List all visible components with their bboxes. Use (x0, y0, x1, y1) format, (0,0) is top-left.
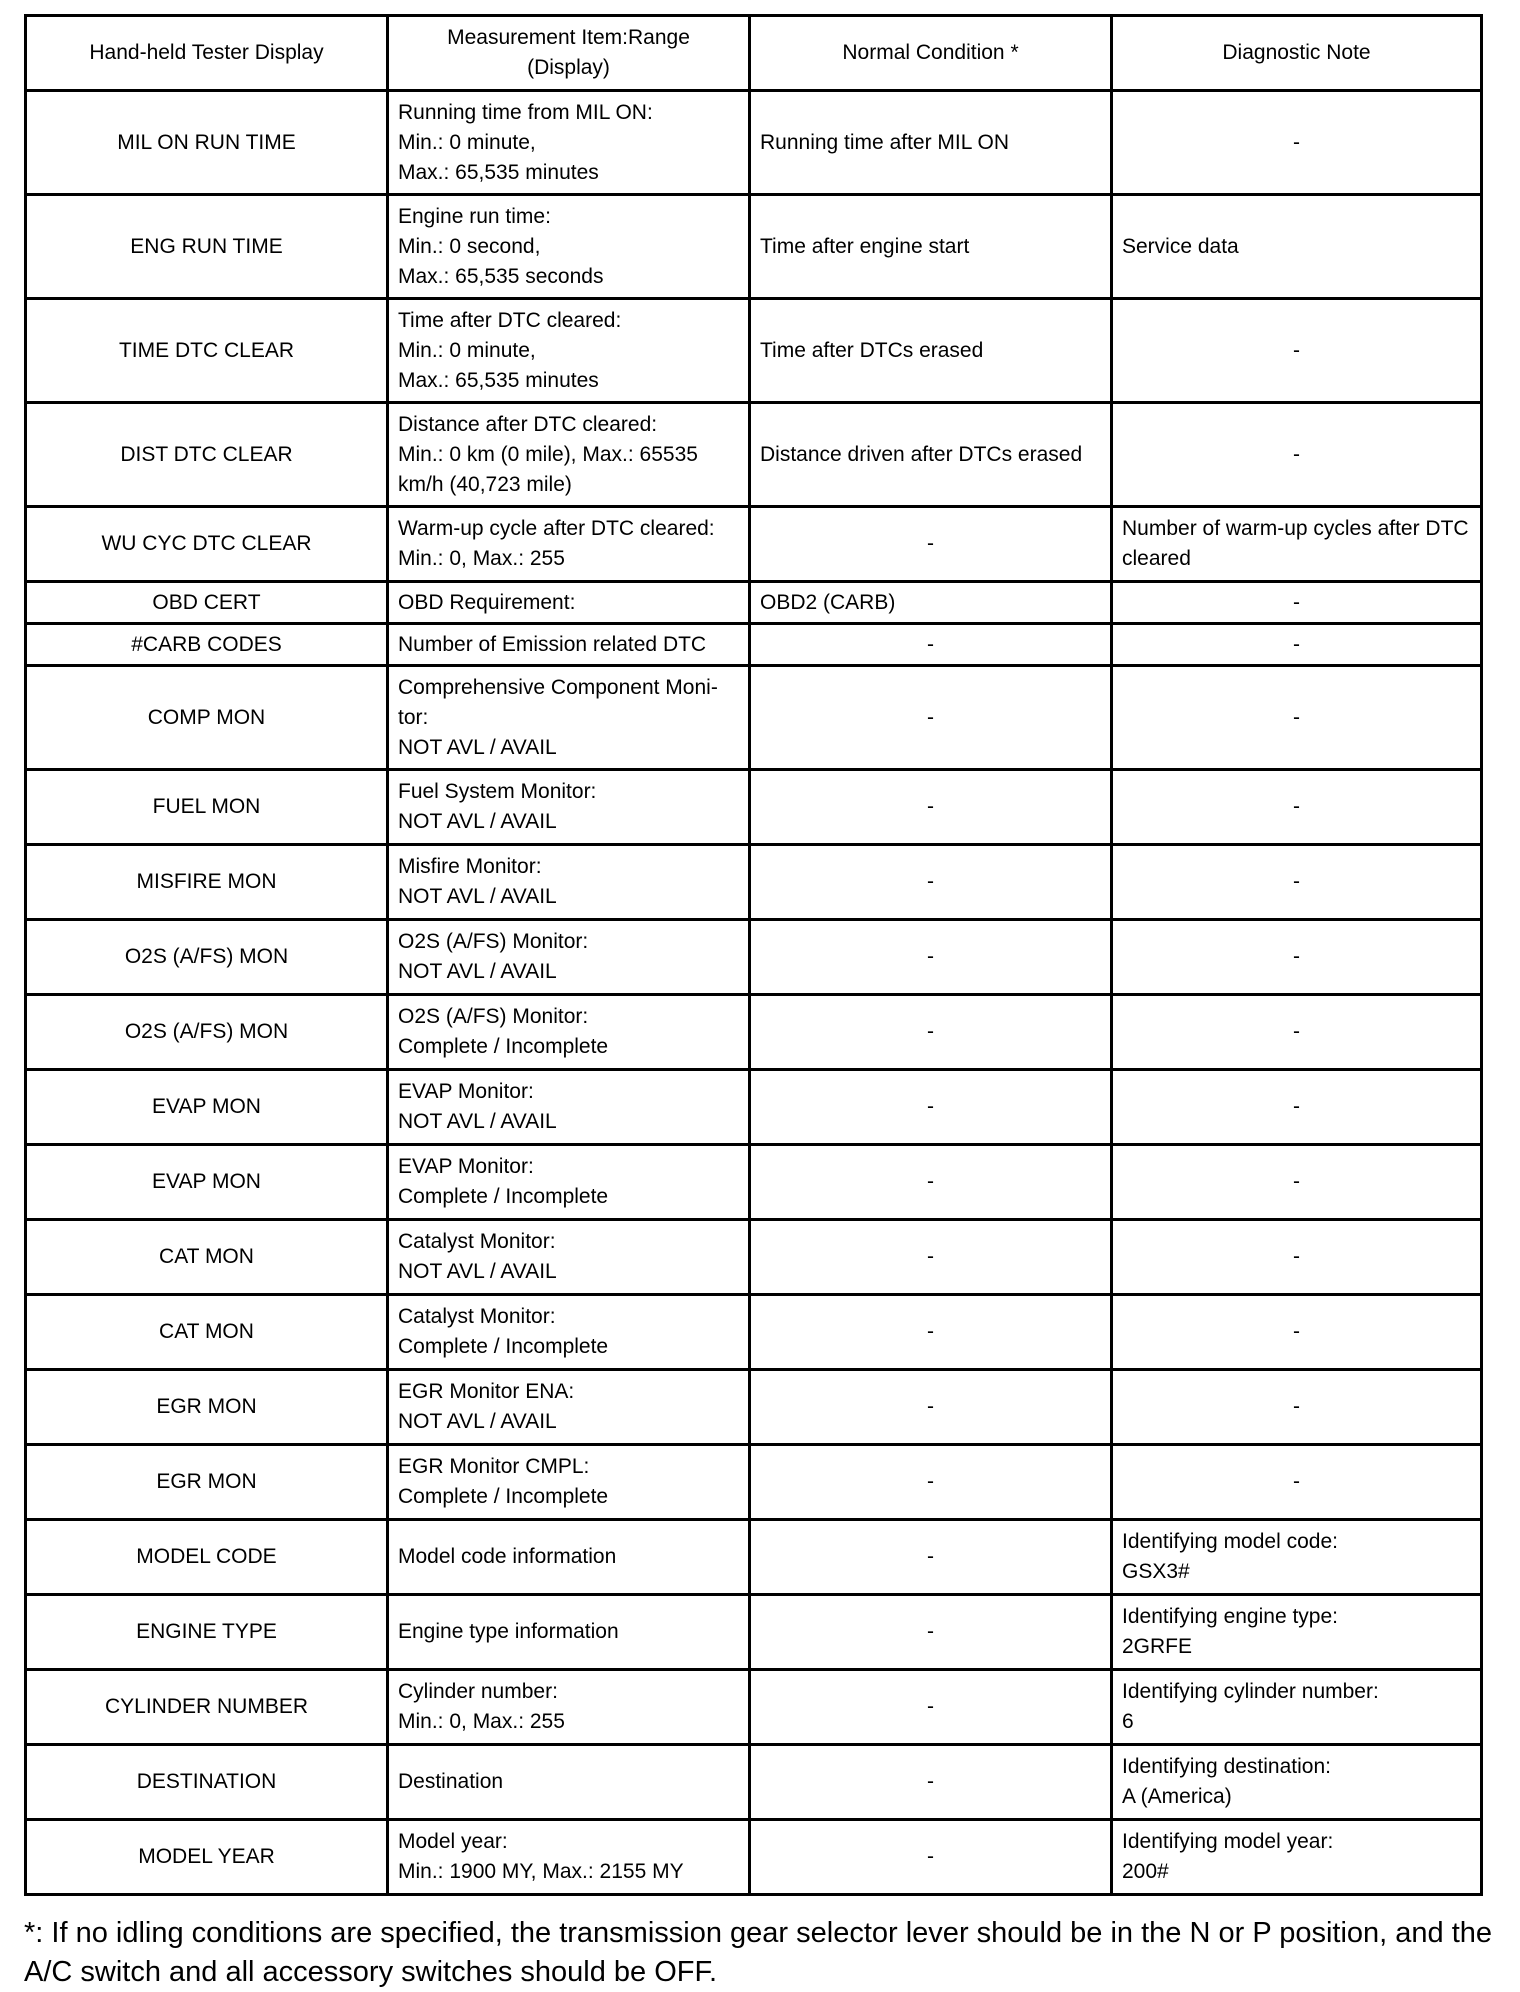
cell-measurement-item: O2S (A/FS) Monitor: Complete / Incomplete (388, 995, 750, 1070)
cell-diagnostic-note: - (1112, 770, 1482, 845)
cell-normal-condition: - (750, 507, 1112, 582)
cell-normal-condition: - (750, 1295, 1112, 1370)
cell-measurement-item: Comprehensive Component Moni- tor: NOT AVL / AVAIL (388, 666, 750, 770)
cell-measurement-item: EVAP Monitor: Complete / Incomplete (388, 1145, 750, 1220)
cell-diagnostic-note: Identifying engine type: 2GRFE (1112, 1595, 1482, 1670)
cell-diagnostic-note: - (1112, 91, 1482, 195)
cell-normal-condition: - (750, 1820, 1112, 1895)
cell-diagnostic-note: Identifying model year: 200# (1112, 1820, 1482, 1895)
cell-tester-display: MISFIRE MON (26, 845, 388, 920)
table-row (26, 920, 1482, 995)
cell-measurement-item: Warm-up cycle after DTC cleared: Min.: 0, Max.: 255 (388, 507, 750, 582)
cell-measurement-item: Fuel System Monitor: NOT AVL / AVAIL (388, 770, 750, 845)
cell-measurement-item: Destination (388, 1745, 750, 1820)
header-row (26, 16, 1482, 91)
table-row (26, 1445, 1482, 1520)
cell-measurement-item: Cylinder number: Min.: 0, Max.: 255 (388, 1670, 750, 1745)
cell-measurement-item: EVAP Monitor: NOT AVL / AVAIL (388, 1070, 750, 1145)
cell-measurement-item: Model code information (388, 1520, 750, 1595)
cell-diagnostic-note: - (1112, 1445, 1482, 1520)
cell-normal-condition: - (750, 995, 1112, 1070)
cell-normal-condition: - (750, 1745, 1112, 1820)
cell-tester-display: MIL ON RUN TIME (26, 91, 388, 195)
cell-tester-display: O2S (A/FS) MON (26, 995, 388, 1070)
cell-measurement-item: EGR Monitor CMPL: Complete / Incomplete (388, 1445, 750, 1520)
cell-normal-condition: - (750, 1220, 1112, 1295)
table-row (26, 1595, 1482, 1670)
cell-diagnostic-note: - (1112, 624, 1482, 666)
cell-measurement-item: Misfire Monitor: NOT AVL / AVAIL (388, 845, 750, 920)
cell-normal-condition: - (750, 1070, 1112, 1145)
table-row (26, 1745, 1482, 1820)
table-row (26, 995, 1482, 1070)
table-row (26, 1670, 1482, 1745)
cell-measurement-item: Engine run time: Min.: 0 second, Max.: 65,535 seconds (388, 195, 750, 299)
table-row (26, 582, 1482, 624)
table-body (26, 91, 1482, 1895)
cell-normal-condition: - (750, 1145, 1112, 1220)
header-measurement-item: Measurement Item:Range (Display) (388, 16, 750, 91)
header-tester-display: Hand-held Tester Display (26, 16, 388, 91)
cell-tester-display: MODEL CODE (26, 1520, 388, 1595)
cell-tester-display: CAT MON (26, 1295, 388, 1370)
cell-normal-condition: - (750, 770, 1112, 845)
cell-tester-display: DESTINATION (26, 1745, 388, 1820)
cell-diagnostic-note: - (1112, 1220, 1482, 1295)
table-header (26, 16, 1482, 91)
cell-measurement-item: Catalyst Monitor: NOT AVL / AVAIL (388, 1220, 750, 1295)
cell-normal-condition: - (750, 666, 1112, 770)
table-row (26, 1295, 1482, 1370)
cell-normal-condition: - (750, 1670, 1112, 1745)
table-row (26, 1145, 1482, 1220)
cell-measurement-item: Distance after DTC cleared: Min.: 0 km (0 mile), Max.: 65535 km/h (40,723 mile) (388, 403, 750, 507)
table-row (26, 1370, 1482, 1445)
header-normal-condition: Normal Condition * (750, 16, 1112, 91)
cell-tester-display: DIST DTC CLEAR (26, 403, 388, 507)
cell-diagnostic-note: - (1112, 845, 1482, 920)
table-row (26, 507, 1482, 582)
cell-normal-condition: Time after DTCs erased (750, 299, 1112, 403)
cell-tester-display: ENG RUN TIME (26, 195, 388, 299)
cell-tester-display: EGR MON (26, 1370, 388, 1445)
table-row (26, 195, 1482, 299)
cell-tester-display: EGR MON (26, 1445, 388, 1520)
cell-normal-condition: - (750, 920, 1112, 995)
cell-diagnostic-note: - (1112, 666, 1482, 770)
cell-normal-condition: - (750, 845, 1112, 920)
cell-tester-display: COMP MON (26, 666, 388, 770)
cell-measurement-item: Engine type information (388, 1595, 750, 1670)
cell-diagnostic-note: - (1112, 403, 1482, 507)
cell-diagnostic-note: - (1112, 995, 1482, 1070)
cell-normal-condition: - (750, 1520, 1112, 1595)
cell-measurement-item: Running time from MIL ON: Min.: 0 minute, Max.: 65,535 minutes (388, 91, 750, 195)
cell-tester-display: CYLINDER NUMBER (26, 1670, 388, 1745)
cell-measurement-item: Model year: Min.: 1900 MY, Max.: 2155 MY (388, 1820, 750, 1895)
table-row (26, 1820, 1482, 1895)
table-row (26, 91, 1482, 195)
cell-tester-display: EVAP MON (26, 1070, 388, 1145)
cell-diagnostic-note: - (1112, 299, 1482, 403)
cell-diagnostic-note: - (1112, 1070, 1482, 1145)
cell-diagnostic-note: - (1112, 920, 1482, 995)
header-diagnostic-note: Diagnostic Note (1112, 16, 1482, 91)
cell-normal-condition: Running time after MIL ON (750, 91, 1112, 195)
table-row (26, 770, 1482, 845)
table-row (26, 1070, 1482, 1145)
data-list-table (24, 14, 1483, 1896)
cell-tester-display: WU CYC DTC CLEAR (26, 507, 388, 582)
cell-diagnostic-note: - (1112, 1295, 1482, 1370)
cell-measurement-item: OBD Requirement: (388, 582, 750, 624)
cell-measurement-item: O2S (A/FS) Monitor: NOT AVL / AVAIL (388, 920, 750, 995)
cell-diagnostic-note: Identifying cylinder number: 6 (1112, 1670, 1482, 1745)
cell-normal-condition: - (750, 624, 1112, 666)
table-row (26, 299, 1482, 403)
table-row (26, 845, 1482, 920)
cell-tester-display: OBD CERT (26, 582, 388, 624)
data-list-document (24, 14, 1480, 1896)
cell-diagnostic-note: - (1112, 582, 1482, 624)
cell-measurement-item: Time after DTC cleared: Min.: 0 minute, Max.: 65,535 minutes (388, 299, 750, 403)
cell-normal-condition: OBD2 (CARB) (750, 582, 1112, 624)
table-row (26, 624, 1482, 666)
cell-tester-display: FUEL MON (26, 770, 388, 845)
cell-diagnostic-note: - (1112, 1145, 1482, 1220)
cell-normal-condition: Distance driven after DTCs erased (750, 403, 1112, 507)
cell-tester-display: MODEL YEAR (26, 1820, 388, 1895)
cell-normal-condition: - (750, 1595, 1112, 1670)
cell-normal-condition: - (750, 1445, 1112, 1520)
footnote: *: If no idling conditions are specified, the transmission gear selector lever should be in the N or P position, and the A/C switch and all accessory switches should be OFF. (24, 1917, 1493, 1988)
table-row (26, 1220, 1482, 1295)
cell-measurement-item: Catalyst Monitor: Complete / Incomplete (388, 1295, 750, 1370)
cell-diagnostic-note: - (1112, 1370, 1482, 1445)
cell-tester-display: #CARB CODES (26, 624, 388, 666)
cell-diagnostic-note: Number of warm-up cycles after DTC cleared (1112, 507, 1482, 582)
cell-normal-condition: - (750, 1370, 1112, 1445)
cell-measurement-item: Number of Emission related DTC (388, 624, 750, 666)
cell-tester-display: ENGINE TYPE (26, 1595, 388, 1670)
cell-tester-display: CAT MON (26, 1220, 388, 1295)
table-row (26, 1520, 1482, 1595)
cell-tester-display: EVAP MON (26, 1145, 388, 1220)
cell-diagnostic-note: Service data (1112, 195, 1482, 299)
cell-tester-display: TIME DTC CLEAR (26, 299, 388, 403)
table-row (26, 403, 1482, 507)
cell-diagnostic-note: Identifying model code: GSX3# (1112, 1520, 1482, 1595)
cell-normal-condition: Time after engine start (750, 195, 1112, 299)
cell-measurement-item: EGR Monitor ENA: NOT AVL / AVAIL (388, 1370, 750, 1445)
cell-tester-display: O2S (A/FS) MON (26, 920, 388, 995)
table-row (26, 666, 1482, 770)
cell-diagnostic-note: Identifying destination: A (America) (1112, 1745, 1482, 1820)
